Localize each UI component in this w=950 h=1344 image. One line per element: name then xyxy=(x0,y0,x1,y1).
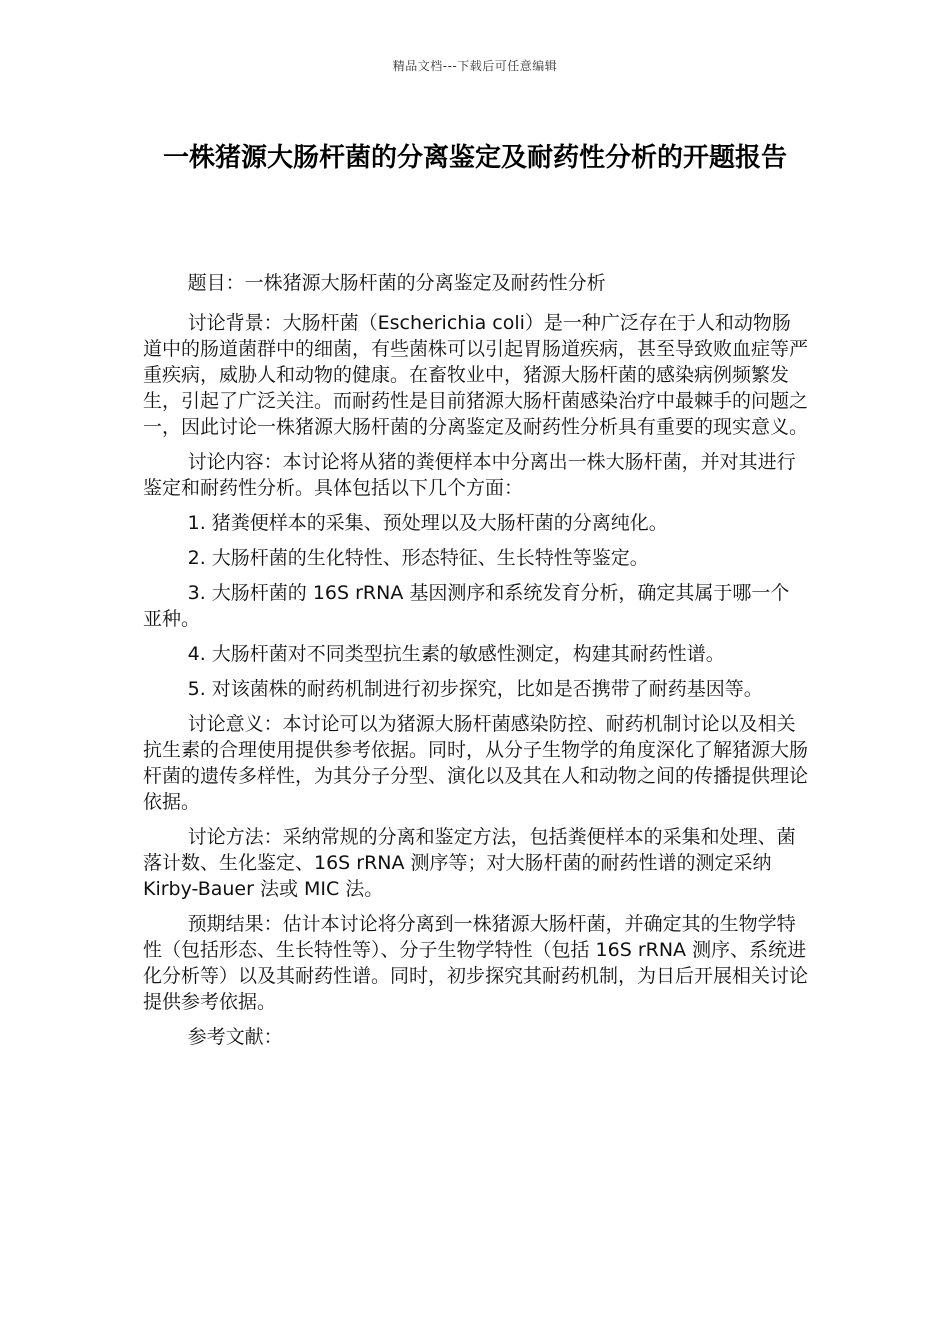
content-item: 1. 猪粪便样本的采集、预处理以及大肠杆菌的分离纯化。 xyxy=(187,512,668,534)
content-item: 4. 大肠杆菌对不同类型抗生素的敏感性测定，构建其耐药性谱。 xyxy=(187,643,725,665)
header-note: 精品文档---下载后可任意编辑 xyxy=(392,59,558,73)
content-item: 5. 对该菌株的耐药机制进行初步探究，比如是否携带了耐药基因等。 xyxy=(187,678,763,700)
topic-paragraph: 题目：一株猪源大肠杆菌的分离鉴定及耐药性分析 xyxy=(187,272,606,294)
background-paragraph: 讨论背景：大肠杆菌（Escherichia coli）是一种广泛存在于人和动物肠道中的肠道菌群中的细菌，有些菌株可以引起胃肠道疾病，甚至导致败血症等严重疾病，威胁人和动物的健康。在畜牧业中，猪源大肠杆菌的感染病例频繁发生，引起了广泛关注。而耐药性是目前猪源大肠杆菌感染治疗中最棘手的问题之一，因此讨论一株猪源大肠杆菌的分离鉴定及耐药性分析具有重要的现实意义。 xyxy=(143,312,809,438)
document-body xyxy=(143,270,808,1059)
content-intro-paragraph: 讨论内容：本讨论将从猪的粪便样本中分离出一株大肠杆菌，并对其进行鉴定和耐药性分析。具体包括以下几个方面： xyxy=(143,451,796,499)
expected-results-paragraph: 预期结果：估计本讨论将分离到一株猪源大肠杆菌，并确定其的生物学特性（包括形态、生长特性等）、分子生物学特性（包括 16S rRNA 测序、系统进化分析等）以及其耐药性谱。同时，初步探究其耐药机制，为日后开展相关讨论提供参考依据。 xyxy=(143,913,809,1013)
significance-paragraph: 讨论意义：本讨论可以为猪源大肠杆菌感染防控、耐药机制讨论以及相关抗生素的合理使用提供参考依据。同时，从分子生物学的角度深化了解猪源大肠杆菌的遗传多样性，为其分子分型、演化以及其在人和动物之间的传播提供理论依据。 xyxy=(143,713,809,813)
references-label: 参考文献： xyxy=(187,1026,283,1048)
document-title: 一株猪源大肠杆菌的分离鉴定及耐药性分析的开题报告 xyxy=(162,143,787,173)
content-item: 3. 大肠杆菌的 16S rRNA 基因测序和系统发育分析，确定其属于哪一个亚种。 xyxy=(143,582,790,630)
content-item: 2. 大肠杆菌的生化特性、形态特征、生长特性等鉴定。 xyxy=(187,547,649,569)
methods-paragraph: 讨论方法：采纳常规的分离和鉴定方法，包括粪便样本的采集和处理、菌落计数、生化鉴定、16S rRNA 测序等；对大肠杆菌的耐药性谱的测定采纳 Kirby-Bauer 法或 MIC 法。 xyxy=(143,826,796,900)
